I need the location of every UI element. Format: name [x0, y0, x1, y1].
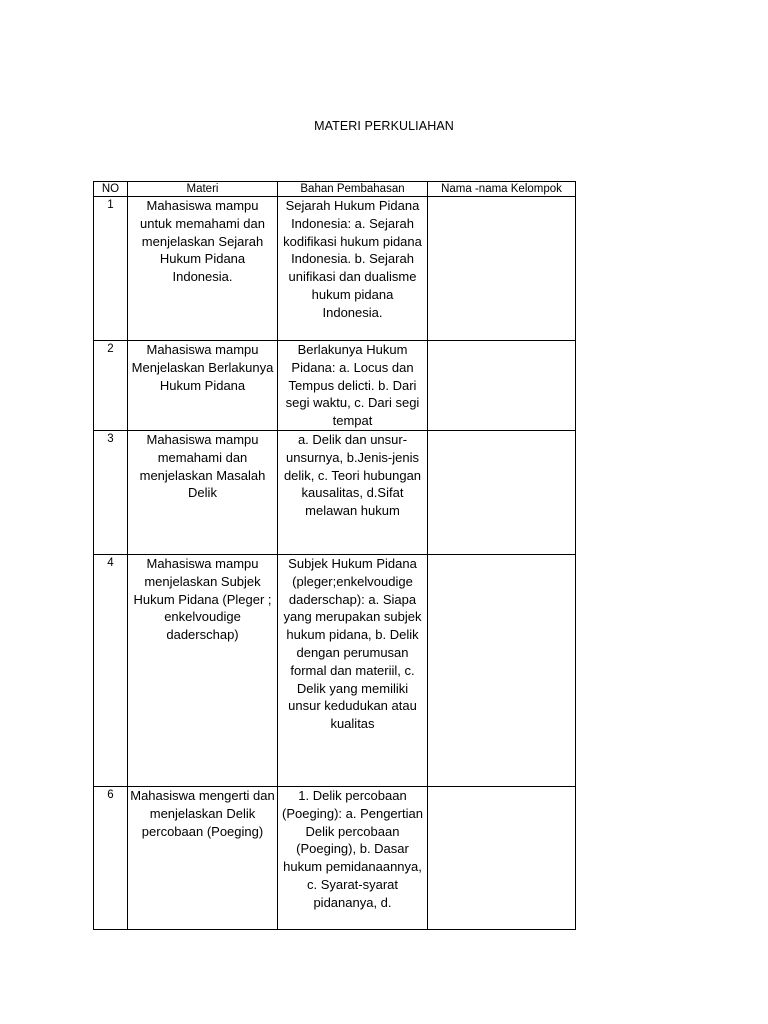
row-no: 6: [94, 786, 128, 929]
row-bahan: [278, 430, 428, 554]
row-bahan-text: Sejarah Hukum Pidana Indonesia: a. Sejarah kodifikasi hukum pidana Indonesia. b. Sejarah unifikasi dan dualisme hukum pidana Indonesia.: [283, 198, 422, 320]
row-materi: [128, 430, 278, 554]
row-materi-text: Mahasiswa mampu memahami dan menjelaskan Masalah Delik: [139, 431, 266, 501]
row-kelompok: [428, 341, 576, 431]
row-kelompok: [428, 430, 576, 554]
row-kelompok: [428, 786, 576, 929]
row-bahan: [278, 786, 428, 929]
table-row: [94, 786, 576, 929]
row-no: 2: [94, 341, 128, 431]
table-header-row: [94, 182, 576, 197]
row-kelompok: [428, 554, 576, 786]
table-row: [94, 341, 576, 431]
header-nama-kelompok: Nama -nama Kelompok: [428, 182, 576, 197]
row-materi: [128, 786, 278, 929]
row-bahan-text: 1. Delik percobaan (Poeging): a. Pengertian Delik percobaan (Poeging), b. Dasar hukum pemidanaannya, c. Syarat-syarat pidananya, d.: [282, 787, 423, 910]
materi-table: [93, 181, 576, 930]
row-no: 4: [94, 554, 128, 786]
row-materi-text: Mahasiswa mampu untuk memahami dan menjelaskan Sejarah Hukum Pidana Indonesia.: [139, 198, 265, 285]
row-bahan-text: Berlakunya Hukum Pidana: a. Locus dan Tempus delicti. b. Dari segi waktu, c. Dari segi tempat: [285, 342, 420, 429]
table-row: [94, 430, 576, 554]
table-row: [94, 554, 576, 786]
row-bahan: [278, 554, 428, 786]
row-kelompok: [428, 197, 576, 341]
row-no: 3: [94, 430, 128, 554]
document-title: MATERI PERKULIAHAN: [314, 119, 454, 133]
row-materi: [128, 197, 278, 341]
row-materi-text: Mahasiswa mengerti dan menjelaskan Delik percobaan (Poeging): [130, 787, 275, 839]
row-materi-text: Mahasiswa mampu menjelaskan Subjek Hukum Pidana (Pleger ; enkelvoudige daderschap): [133, 555, 272, 643]
header-bahan-pembahasan: Bahan Pembahasan: [278, 182, 428, 197]
row-materi: [128, 341, 278, 431]
row-bahan: [278, 197, 428, 341]
row-materi: [128, 554, 278, 786]
row-bahan-text: a. Delik dan unsur-unsurnya, b.Jenis-jenis delik, c. Teori hubungan kausalitas, d.Sifat melawan hukum: [283, 431, 422, 519]
header-materi: Materi: [128, 182, 278, 197]
row-bahan: [278, 341, 428, 431]
header-no: NO: [94, 182, 128, 197]
row-no: 1: [94, 197, 128, 341]
row-bahan-text: Subjek Hukum Pidana (pleger;enkelvoudige daderschap): a. Siapa yang merupakan subjek hukum pidana, b. Delik dengan perumusan formal dan materiil, c. Delik yang memiliki unsur kedudukan atau kualitas: [283, 555, 422, 732]
row-materi-text: Mahasiswa mampu Menjelaskan Berlakunya Hukum Pidana: [131, 342, 274, 393]
table-row: [94, 197, 576, 341]
